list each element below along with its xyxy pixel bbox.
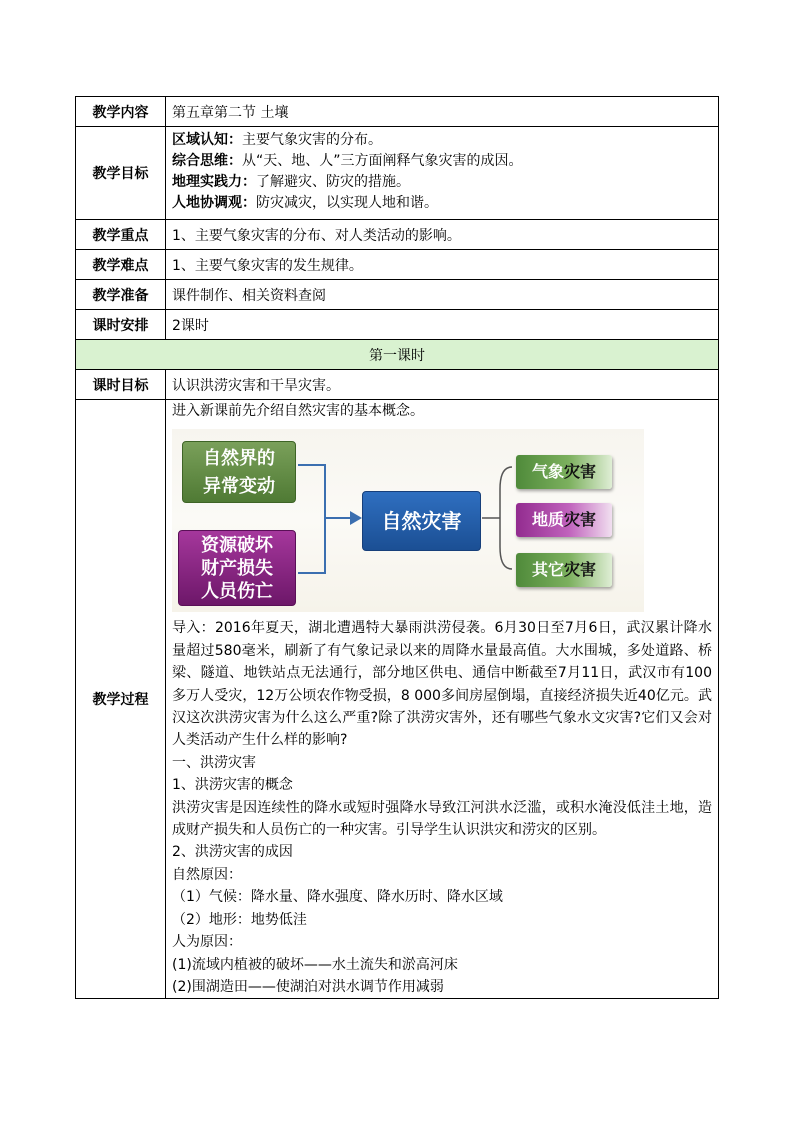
label-content: 教学内容 — [76, 97, 166, 127]
row-content — [76, 97, 719, 127]
label-goals: 教学目标 — [76, 127, 166, 220]
section-header: 第一课时 — [76, 340, 719, 370]
connector-line — [298, 465, 350, 518]
row-process — [76, 400, 719, 999]
value-preparation: 课件制作、相关资料查阅 — [166, 280, 719, 310]
label-lesson-goal: 课时目标 — [76, 370, 166, 400]
arrow-head-icon — [350, 511, 362, 525]
label-key-points: 教学重点 — [76, 220, 166, 250]
label-process: 教学过程 — [76, 400, 166, 999]
subheading-concept: 1、洪涝灾害的概念 — [172, 777, 293, 794]
goal-item: 人地协调观：防灾减灾，以实现人地和谐。 — [172, 195, 438, 211]
value-key-points: 1、主要气象灾害的分布、对人类活动的影响。 — [166, 220, 719, 250]
connector-line — [298, 518, 325, 573]
value-goals — [166, 127, 719, 220]
natural-causes-label: 自然原因： — [172, 866, 242, 883]
effect-box-losses: 资源破坏 财产损失 人员伤亡 — [178, 530, 296, 606]
row-schedule — [76, 310, 719, 340]
category-meteorological: 气象灾害 — [516, 455, 612, 489]
goal-item: 综合思维：从“天、地、人”三方面阐释气象灾害的成因。 — [172, 153, 523, 169]
cause-box-abnormal-change: 自然界的 异常变动 — [182, 441, 296, 503]
row-goals — [76, 127, 719, 220]
human-cause-vegetation: (1)流域内植被的破坏——水土流失和淤高河床 — [172, 956, 458, 973]
row-lesson-goal — [76, 370, 719, 400]
row-difficulties — [76, 250, 719, 280]
lesson-plan-table — [75, 96, 719, 999]
category-geological: 地质灾害 — [516, 503, 612, 537]
value-difficulties: 1、主要气象灾害的发生规律。 — [166, 250, 719, 280]
heading-flood: 一、洪涝灾害 — [172, 754, 256, 771]
natural-cause-climate: （1）气候：降水量、降水强度、降水历时、降水区域 — [172, 889, 503, 906]
row-preparation — [76, 280, 719, 310]
row-key-points — [76, 220, 719, 250]
brace-icon — [500, 467, 512, 569]
value-schedule: 2课时 — [166, 310, 719, 340]
subheading-causes: 2、洪涝灾害的成因 — [172, 844, 293, 861]
definition-paragraph: 洪涝灾害是因连续性的降水或短时强降水导致江河洪水泛滥，或积水淹没低洼土地，造成财产损失和人员伤亡的一种灾害。引导学生认识洪灾和涝灾的区别。 — [172, 799, 712, 839]
center-box-natural-disaster: 自然灾害 — [362, 491, 481, 551]
goal-item: 地理实践力：了解避灾、防灾的措施。 — [172, 174, 410, 190]
category-other: 其它灾害 — [516, 553, 612, 587]
natural-disaster-diagram — [172, 429, 644, 612]
lead-in-paragraph: 导入：2016年夏天，湖北遭遇特大暴雨洪涝侵袭。6月30日至7月6日，武汉累计降水量超过580毫米，刷新了有气象记录以来的周降水量最高值。大水围城，多处道路、桥梁、隧道、地铁站点无法通行，部分地区供电、通信中断截至7月11日，武汉市有100多万人受灾，12万公顷农作物受损，8 000多间房屋倒塌，直接经济损失近40亿元。武汉这次洪涝灾害为什么这么严重?除了洪涝灾害外，还有哪些气象水文灾害?它们又会对人类活动产生什么样的影响? — [172, 620, 712, 749]
value-content: 第五章第二节 土壤 — [166, 97, 719, 127]
human-causes-label: 人为原因： — [172, 934, 242, 951]
process-intro: 进入新课前先介绍自然灾害的基本概念。 — [172, 403, 424, 419]
value-lesson-goal: 认识洪涝灾害和干旱灾害。 — [166, 370, 719, 400]
row-section-header — [76, 340, 719, 370]
natural-cause-terrain: （2）地形：地势低洼 — [172, 911, 307, 928]
value-process — [166, 400, 719, 999]
label-schedule: 课时安排 — [76, 310, 166, 340]
human-cause-reclamation: (2)围湖造田——使湖泊对洪水调节作用减弱 — [172, 978, 444, 995]
goal-item: 区域认知：主要气象灾害的分布。 — [172, 132, 382, 148]
label-preparation: 教学准备 — [76, 280, 166, 310]
label-difficulties: 教学难点 — [76, 250, 166, 280]
